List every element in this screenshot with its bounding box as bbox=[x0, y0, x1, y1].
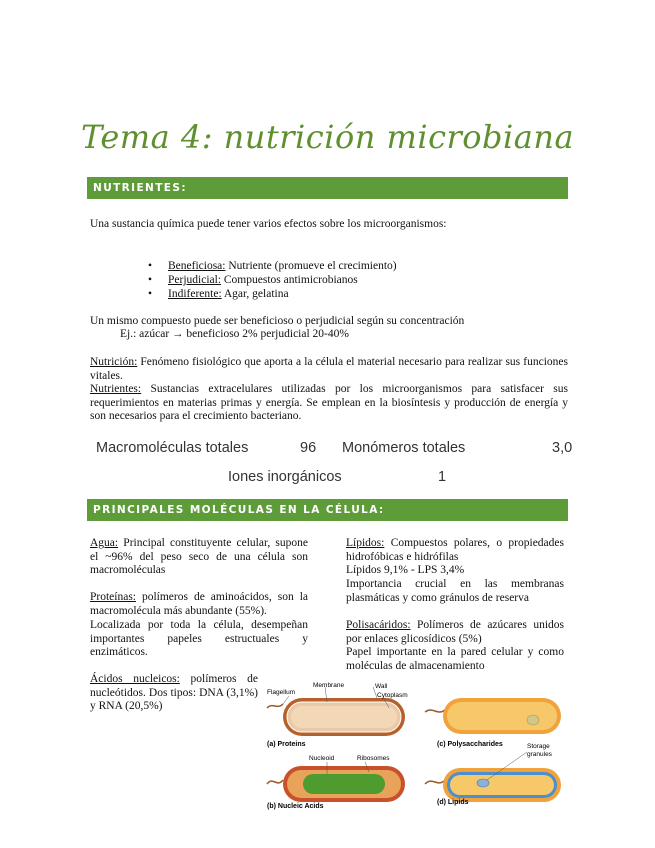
nutrientes-paragraph bbox=[90, 383, 568, 424]
ribosomes-label: Ribosomes bbox=[357, 755, 390, 762]
lipidos-paragraph bbox=[346, 537, 564, 564]
effects-list bbox=[148, 259, 568, 301]
polysaccharides-cell bbox=[425, 698, 561, 734]
nutricion-term: Nutrición: bbox=[90, 356, 138, 368]
row1-value: 96 bbox=[300, 440, 317, 456]
granules-label: granules bbox=[527, 751, 552, 758]
section-header-nutrientes: NUTRIENTES: bbox=[87, 177, 568, 199]
nutrientes-desc: Sustancias extracelulares utilizadas por los microorganismos para satisfacer sus requerimientos en materias primas y energía. Se emplean en la biosíntesis y producción de energía y son necesarios para el crecimiento bacteriano. bbox=[90, 383, 568, 422]
agua-term: Agua: bbox=[90, 537, 119, 549]
row1-label: Macromoléculas totales bbox=[96, 440, 249, 456]
caption-a: (a) Proteins bbox=[267, 741, 306, 748]
effect-desc: Compuestos antimicrobianos bbox=[221, 274, 358, 286]
section-header-moleculas: PRINCIPALES MOLÉCULAS EN LA CÉLULA: bbox=[87, 499, 568, 521]
row2-value: 1 bbox=[438, 469, 447, 485]
flagellum-shape bbox=[267, 704, 283, 708]
flagellum-label: Flagellum bbox=[267, 689, 296, 696]
caption-b: (b) Nucleic Acids bbox=[267, 803, 324, 810]
agua-desc: Principal constituyente celular, supone el ~96% del peso seco de una célula son macromoléculas bbox=[90, 537, 308, 576]
proteinas-extra: Localizada por toda la célula, desempeñan importantes papeles estructuales y enzimáticos. bbox=[90, 619, 308, 658]
storage-label: Storage bbox=[527, 743, 550, 750]
nucleic-acids-cell bbox=[267, 762, 405, 802]
agua-paragraph bbox=[90, 537, 308, 578]
example-text: Ej.: azúcar → beneficioso 2% perjudicial 20-40% bbox=[120, 328, 349, 340]
proteinas-term: Proteínas: bbox=[90, 591, 136, 603]
list-item bbox=[148, 259, 568, 273]
cytoplasm-label: Cytoplasm bbox=[377, 692, 408, 699]
proteinas-desc: polímeros de aminoácidos, son la macromolécula más abundante (55%). bbox=[90, 591, 308, 617]
row2-label: Iones inorgánicos bbox=[228, 469, 342, 485]
proteinas-paragraph bbox=[90, 591, 308, 618]
list-item bbox=[148, 273, 568, 287]
concentration-text: Un mismo compuesto puede ser beneficioso o perjudicial según su concentración bbox=[90, 315, 465, 327]
nucleoid-shape bbox=[303, 774, 385, 794]
polisac-desc: Polímeros de azúcares unidos por enlaces glicosídicos (5%) bbox=[346, 619, 564, 645]
effect-desc: Nutriente (promueve el crecimiento) bbox=[225, 260, 397, 272]
caption-c: (c) Polysaccharides bbox=[437, 741, 503, 748]
row1-label2: Monómeros totales bbox=[342, 440, 466, 456]
polisac-term: Polisacáridos: bbox=[346, 619, 411, 631]
polysac-cytoplasm-shape bbox=[447, 702, 557, 730]
nutrientes-term: Nutrientes: bbox=[90, 383, 142, 395]
intro-text: Una sustancia química puede tener varios efectos sobre los microorganismos: bbox=[90, 218, 447, 230]
lipidos-line3: Importancia crucial en las membranas plasmáticas y como gránulos de reserva bbox=[346, 578, 564, 604]
membrane-label: Membrane bbox=[313, 682, 345, 689]
acidos-term: Ácidos nucleicos: bbox=[90, 673, 180, 685]
page-title: Tema 4: nutrición microbiana bbox=[80, 118, 575, 156]
nutricion-paragraph bbox=[90, 356, 568, 383]
row1-value2: 3,0 bbox=[552, 440, 573, 456]
lipids-cell bbox=[425, 752, 561, 802]
wall-label: Wall bbox=[375, 683, 388, 690]
lipid-cytoplasm-shape bbox=[450, 775, 554, 795]
acidos-desc: polímeros de nucleótidos. Dos tipos: DNA (3,1%) y RNA (20,5%) bbox=[90, 673, 258, 712]
lipidos-term: Lípidos: bbox=[346, 537, 385, 549]
nutricion-desc: Fenómeno fisiológico que aporta a la célula el material necesario para realizar sus funciones vitales. bbox=[90, 356, 568, 382]
cytoplasm-shape bbox=[291, 706, 397, 728]
effect-term: Perjudicial: bbox=[168, 274, 222, 286]
lipidos-line2: Lípidos 9,1% - LPS 3,4% bbox=[346, 564, 465, 576]
nucleoid-label: Nucleoid bbox=[309, 755, 335, 762]
effect-term: Indiferente: bbox=[168, 288, 222, 300]
caption-d: (d) Lipids bbox=[437, 799, 469, 806]
effect-term: Beneficiosa: bbox=[168, 260, 226, 272]
polisac-line2: Papel importante en la pared celular y como moléculas de almacenamiento bbox=[346, 646, 564, 672]
acidos-paragraph bbox=[90, 673, 258, 714]
effect-desc: Agar, gelatina bbox=[221, 288, 289, 300]
list-item bbox=[148, 287, 568, 301]
lipidos-desc: Compuestos polares, o propiedades hidrofóbicas e hidrófilas bbox=[346, 537, 564, 563]
polisacaridos-paragraph bbox=[346, 619, 564, 646]
cell-molecules-figure bbox=[265, 680, 585, 810]
